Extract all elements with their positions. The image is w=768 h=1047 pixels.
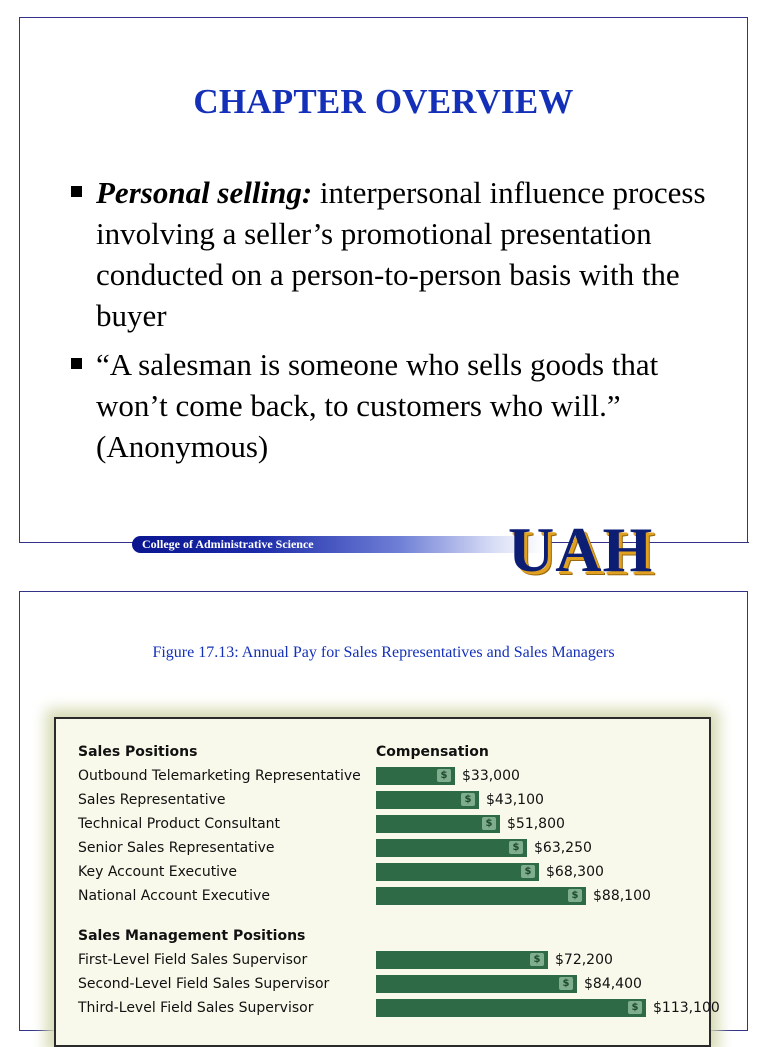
- position-label: Second-Level Field Sales Supervisor: [78, 976, 330, 992]
- uah-logo: UAH: [508, 514, 654, 585]
- dollar-icon: $: [509, 841, 523, 854]
- dollar-icon: $: [461, 793, 475, 806]
- dollar-icon: $: [437, 769, 451, 782]
- college-banner: [132, 536, 544, 553]
- dollar-icon: $: [628, 1001, 642, 1014]
- slide-chapter-overview: [19, 17, 748, 542]
- bullet-square-icon: [71, 186, 82, 197]
- compensation-bar: [376, 791, 479, 809]
- compensation-value: $43,100: [486, 792, 544, 808]
- compensation-value: $72,200: [555, 952, 613, 968]
- bullet-list: [68, 172, 708, 475]
- position-label: First-Level Field Sales Supervisor: [78, 952, 308, 968]
- compensation-table: [54, 717, 720, 1047]
- bullet-text: “A salesman is someone who sells goods that won’t come back, to customers who will.” (Anonymous): [96, 347, 659, 464]
- column-header-compensation: Compensation: [376, 744, 489, 760]
- dollar-icon: $: [482, 817, 496, 830]
- compensation-value: $88,100: [593, 888, 651, 904]
- compensation-bar: [376, 975, 577, 993]
- compensation-value: $51,800: [507, 816, 565, 832]
- slide-title: CHAPTER OVERVIEW: [193, 82, 574, 121]
- position-label: Sales Representative: [78, 792, 226, 808]
- compensation-value: $84,400: [584, 976, 642, 992]
- compensation-value: $63,250: [534, 840, 592, 856]
- figure-title: Figure 17.13: Annual Pay for Sales Representatives and Sales Managers: [152, 644, 615, 661]
- dollar-icon: $: [568, 889, 582, 902]
- position-label: National Account Executive: [78, 888, 270, 904]
- dollar-icon: $: [530, 953, 544, 966]
- compensation-bar: [376, 951, 548, 969]
- compensation-bar: [376, 999, 646, 1017]
- banner-text: College of Administrative Science: [142, 537, 314, 551]
- bullet-item: [68, 172, 708, 336]
- dollar-icon: $: [559, 977, 573, 990]
- compensation-bar: [376, 887, 586, 905]
- position-label: Outbound Telemarketing Representative: [78, 768, 361, 784]
- compensation-bar: [376, 815, 500, 833]
- compensation-value: $33,000: [462, 768, 520, 784]
- position-label: Key Account Executive: [78, 864, 237, 880]
- position-label: Senior Sales Representative: [78, 840, 275, 856]
- bullet-term: Personal selling:: [96, 175, 313, 210]
- bullet-item: [68, 344, 708, 467]
- bullet-text: interpersonal influence process involving a seller’s promotional presentation conducted on a person-to-person basis with the buyer: [96, 175, 706, 333]
- dollar-icon: $: [521, 865, 535, 878]
- slide-figure: [19, 591, 748, 1031]
- compensation-bar: [376, 767, 455, 785]
- column-header-positions: Sales Positions: [78, 744, 198, 760]
- slide-footer: [19, 514, 749, 585]
- compensation-value: $68,300: [546, 864, 604, 880]
- compensation-value: $113,100: [653, 1000, 720, 1016]
- group-header-management: Sales Management Positions: [78, 928, 306, 944]
- bullet-square-icon: [71, 358, 82, 369]
- position-label: Technical Product Consultant: [78, 816, 281, 832]
- compensation-bar: [376, 863, 539, 881]
- position-label: Third-Level Field Sales Supervisor: [78, 1000, 314, 1016]
- compensation-bar: [376, 839, 527, 857]
